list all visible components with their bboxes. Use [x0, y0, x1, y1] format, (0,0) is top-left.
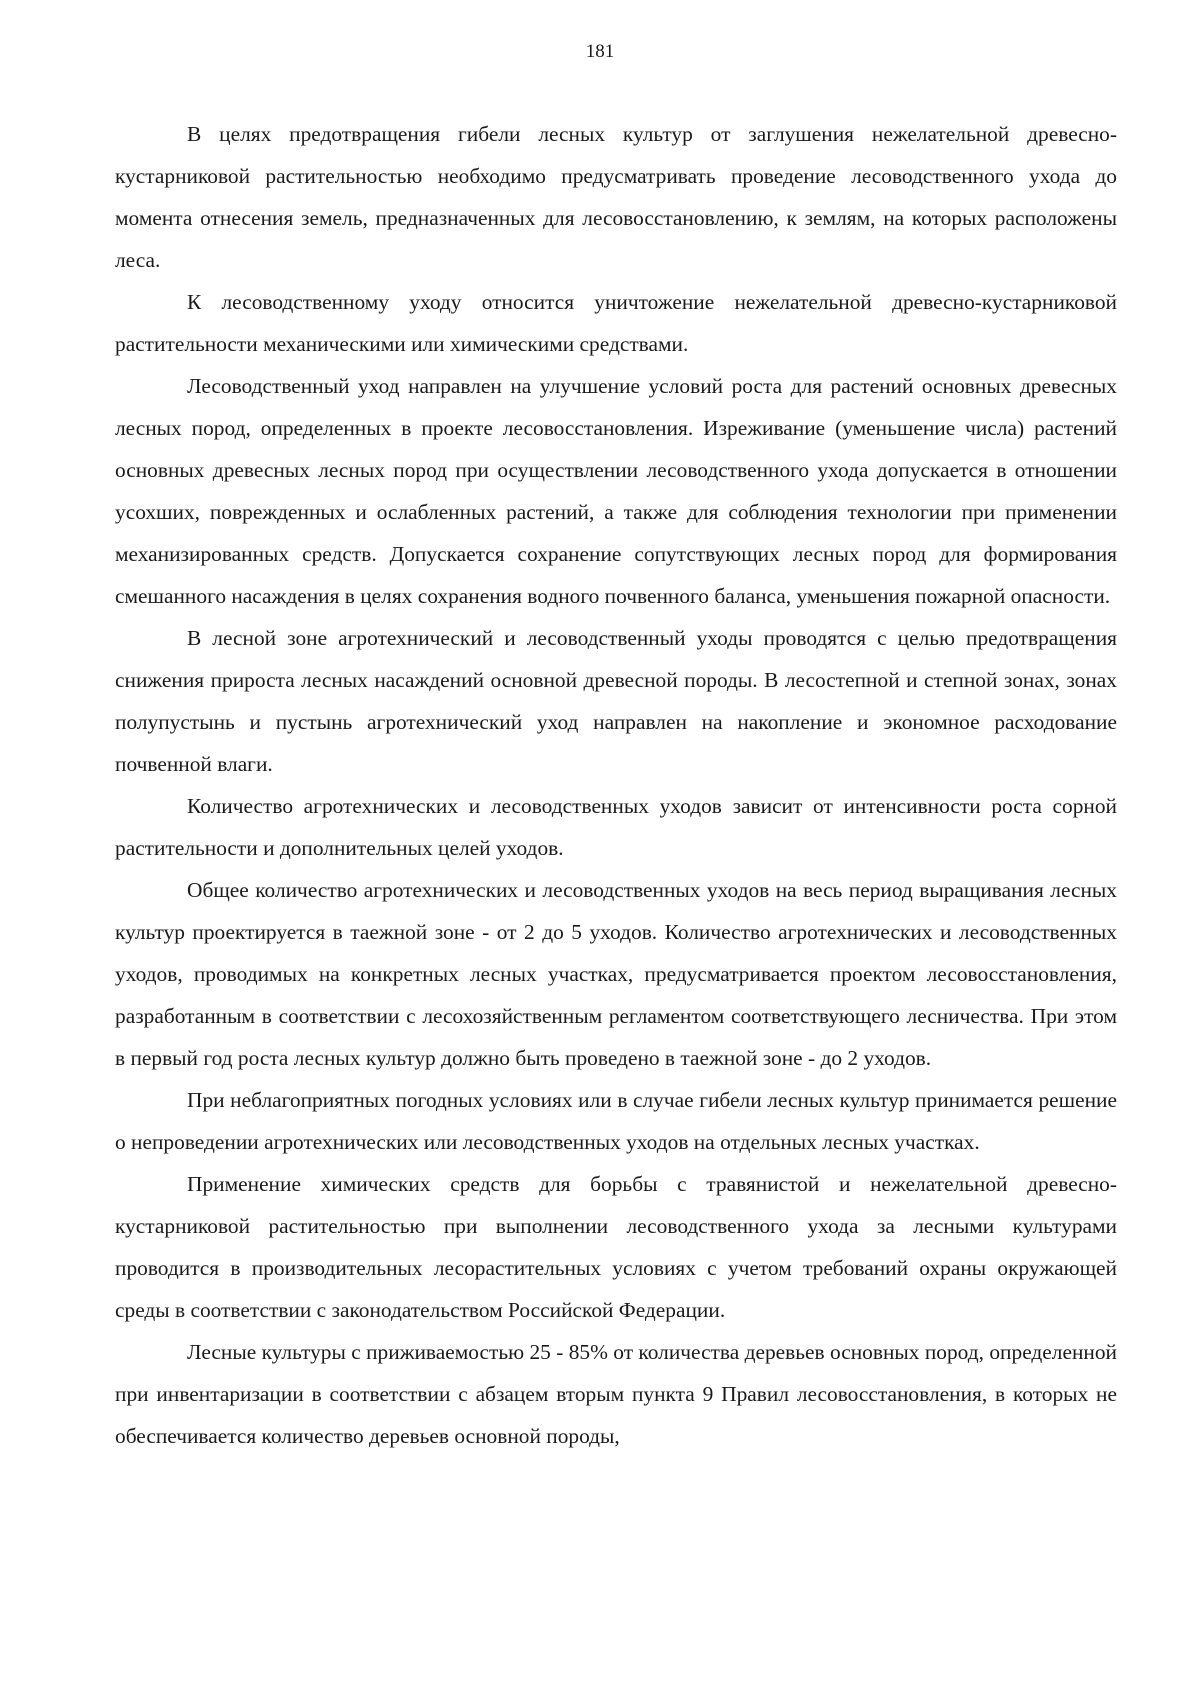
paragraph: К лесоводственному уходу относится уничтожение нежелательной древесно-кустарниковой растительности механическими или химическими средствами. [115, 290, 1117, 356]
paragraph: В целях предотвращения гибели лесных культур от заглушения нежелательной древесно-кустарниковой растительностью необходимо предусматривать проведение лесоводственного ухода до момента отнесения земель, предназначенных для лесовосстановлению, к землям, на которых расположены леса. [115, 122, 1117, 272]
page-number: 181 [585, 41, 615, 62]
paragraph: Количество агротехнических и лесоводственных уходов зависит от интенсивности роста сорной растительности и дополнительных целей уходов. [115, 794, 1117, 860]
document-body [115, 113, 1117, 1457]
paragraph: При неблагоприятных погодных условиях или в случае гибели лесных культур принимается решение о непроведении агротехнических или лесоводственных уходов на отдельных лесных участках. [115, 1088, 1117, 1154]
paragraph: Лесные культуры с приживаемостью 25 - 85% от количества деревьев основных пород, определенной при инвентаризации в соответствии с абзацем вторым пункта 9 Правил лесовосстановления, в которых не обеспечивается количество деревьев основной породы, [115, 1340, 1117, 1448]
paragraph: В лесной зоне агротехнический и лесоводственный уходы проводятся с целью предотвращения снижения прироста лесных насаждений основной древесной породы. В лесостепной и степной зонах, зонах полупустынь и пустынь агротехнический уход направлен на накопление и экономное расходование почвенной влаги. [115, 626, 1117, 776]
paragraph: Общее количество агротехнических и лесоводственных уходов на весь период выращивания лесных культур проектируется в таежной зоне - от 2 до 5 уходов. Количество агротехнических и лесоводственных уходов, проводимых на конкретных лесных участках, предусматривается проектом лесовосстановления, разработанным в соответствии с лесохозяйственным регламентом соответствующего лесничества. При этом в первый год роста лесных культур должно быть проведено в таежной зоне - до 2 уходов. [115, 878, 1117, 1070]
paragraph: Лесоводственный уход направлен на улучшение условий роста для растений основных древесных лесных пород, определенных в проекте лесовосстановления. Изреживание (уменьшение числа) растений основных древесных лесных пород при осуществлении лесоводственного ухода допускается в отношении усохших, поврежденных и ослабленных растений, а также для соблюдения технологии при применении механизированных средств. Допускается сохранение сопутствующих лесных пород для формирования смешанного насаждения в целях сохранения водного почвенного баланса, уменьшения пожарной опасности. [115, 374, 1117, 608]
paragraph: Применение химических средств для борьбы с травянистой и нежелательной древесно-кустарниковой растительностью при выполнении лесоводственного ухода за лесными культурами проводится в производительных лесорастительных условиях с учетом требований охраны окружающей среды в соответствии с законодательством Российской Федерации. [115, 1172, 1117, 1322]
